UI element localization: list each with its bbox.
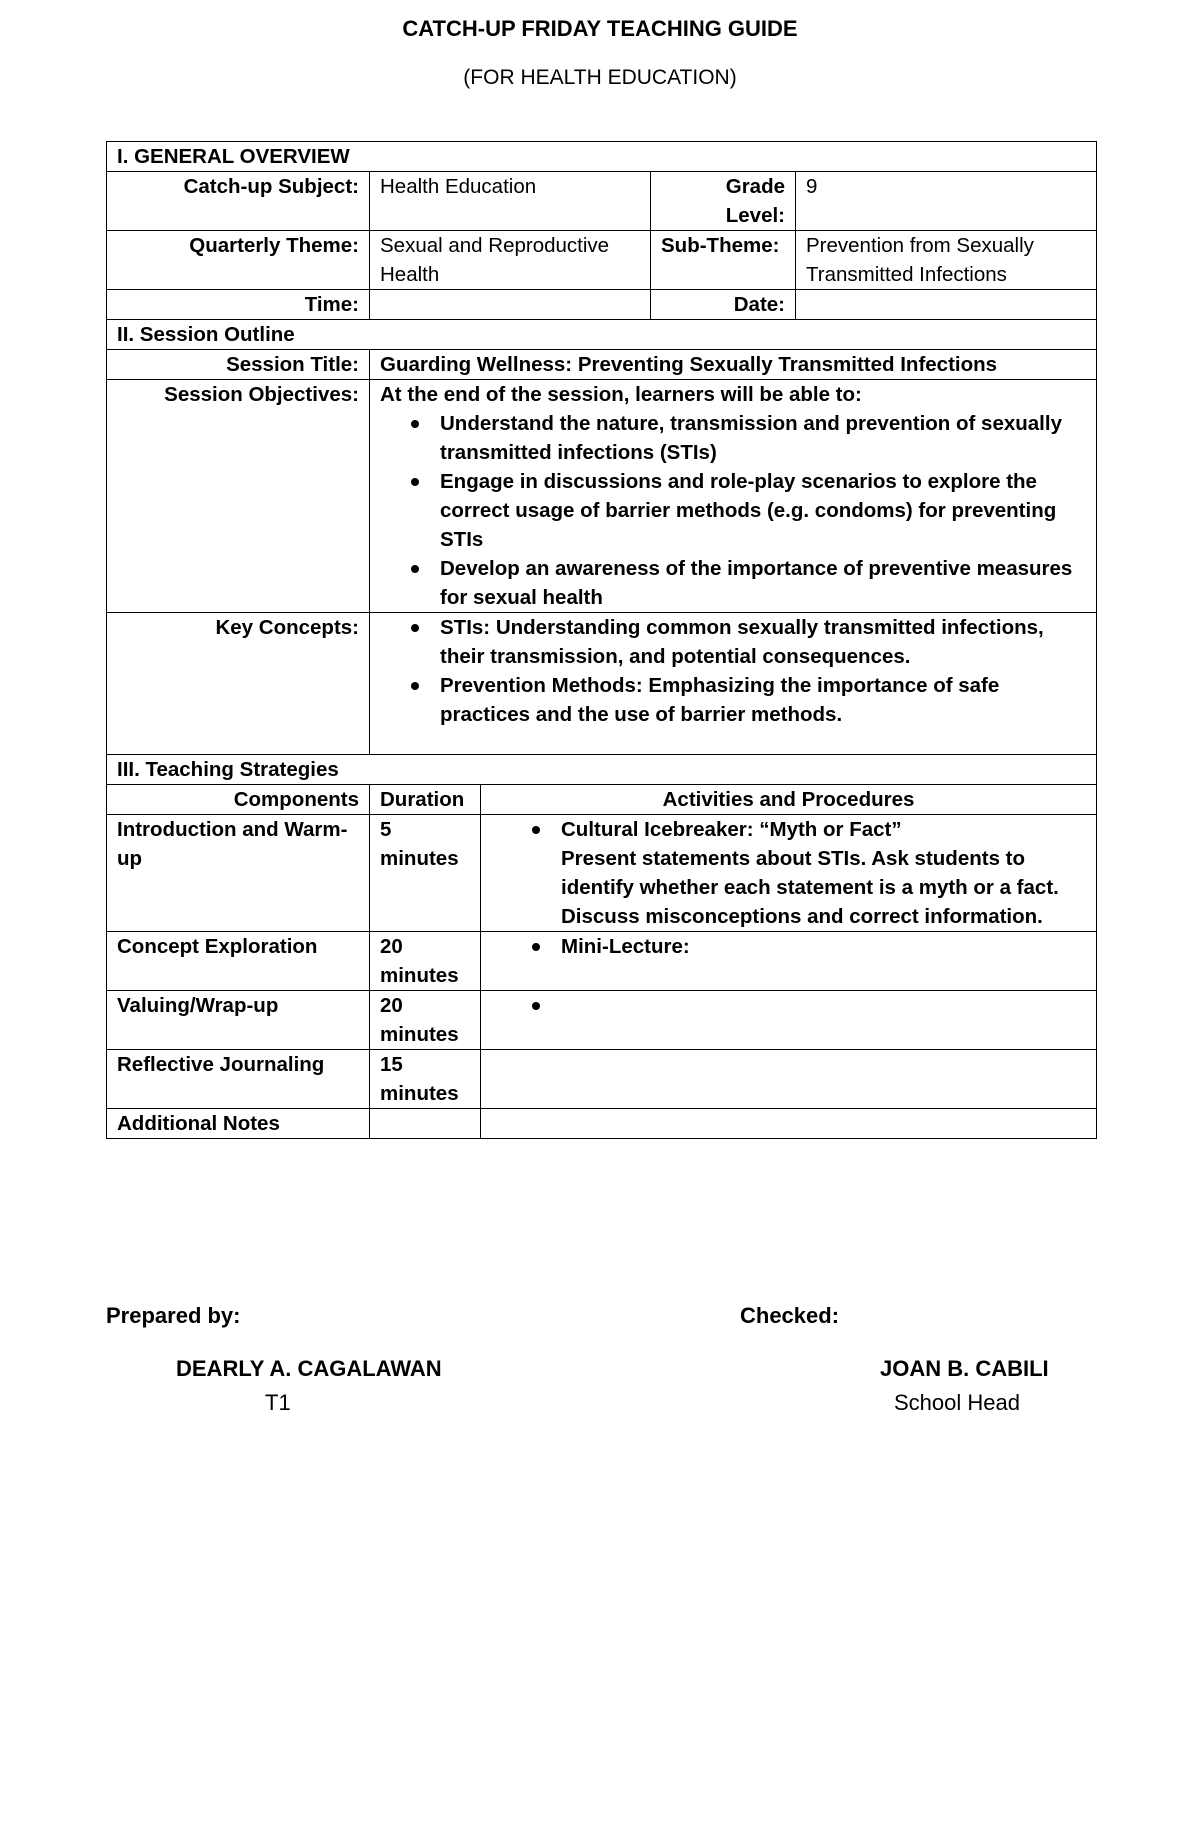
subtheme-label: Sub-Theme: bbox=[651, 231, 796, 290]
session-outline-heading: II. Session Outline bbox=[107, 320, 1097, 350]
checked-by-name: JOAN B. CABILI bbox=[880, 1356, 1049, 1381]
key-concepts-list bbox=[380, 613, 1086, 729]
duration-cell: 20 minutes bbox=[370, 991, 481, 1050]
subject-row bbox=[107, 172, 1097, 231]
objective-item: Understand the nature, transmission and prevention of sexually transmitted infections (STIs) bbox=[440, 409, 1086, 467]
session-outline-row bbox=[107, 320, 1097, 350]
objectives-list bbox=[380, 409, 1086, 612]
duration-cell: 20 minutes bbox=[370, 932, 481, 991]
strategies-header-row bbox=[107, 785, 1097, 815]
objectives-intro: At the end of the session, learners will be able to: bbox=[380, 383, 862, 406]
activity-cell bbox=[481, 991, 1097, 1050]
key-concepts-label: Key Concepts: bbox=[107, 613, 370, 755]
duration-header: Duration bbox=[370, 785, 481, 815]
time-date-row bbox=[107, 290, 1097, 320]
strategy-row-additional-notes bbox=[107, 1109, 1097, 1139]
prepared-by-title: T1 bbox=[265, 1390, 291, 1415]
duration-cell: 5 minutes bbox=[370, 815, 481, 932]
component-cell: Valuing/Wrap-up bbox=[107, 991, 370, 1050]
prepared-by-label: Prepared by: bbox=[106, 1303, 241, 1328]
activity-list bbox=[491, 815, 1086, 931]
session-title-value: Guarding Wellness: Preventing Sexually Transmitted Infections bbox=[370, 350, 1097, 380]
component-cell: Concept Exploration bbox=[107, 932, 370, 991]
time-label: Time: bbox=[107, 290, 370, 320]
teaching-guide-table bbox=[106, 141, 1097, 1139]
theme-label: Quarterly Theme: bbox=[107, 231, 370, 290]
activity-title: Cultural Icebreaker: “Myth or Fact” bbox=[561, 818, 902, 841]
activities-header: Activities and Procedures bbox=[481, 785, 1097, 815]
general-overview-heading: I. GENERAL OVERVIEW bbox=[107, 142, 1097, 172]
subtheme-value: Prevention from Sexually Transmitted Infections bbox=[796, 231, 1097, 290]
objectives-row bbox=[107, 380, 1097, 613]
component-cell: Introduction and Warm-up bbox=[107, 815, 370, 932]
session-title-label: Session Title: bbox=[107, 350, 370, 380]
activity-cell bbox=[481, 932, 1097, 991]
objectives-cell bbox=[370, 380, 1097, 613]
subject-value: Health Education bbox=[370, 172, 651, 231]
activity-cell bbox=[481, 815, 1097, 932]
component-cell: Additional Notes bbox=[107, 1109, 370, 1139]
components-header: Components bbox=[107, 785, 370, 815]
theme-value: Sexual and Reproductive Health bbox=[370, 231, 651, 290]
document-subtitle: (FOR HEALTH EDUCATION) bbox=[463, 66, 737, 89]
activity-item bbox=[561, 815, 1086, 931]
key-concept-item: Prevention Methods: Emphasizing the importance of safe practices and the use of barrier methods. bbox=[440, 671, 1086, 729]
objective-item: Engage in discussions and role-play scenarios to explore the correct usage of barrier methods (e.g. condoms) for preventing STIs bbox=[440, 467, 1086, 554]
duration-cell: 15 minutes bbox=[370, 1050, 481, 1109]
strategy-row-introduction bbox=[107, 815, 1097, 932]
component-cell: Reflective Journaling bbox=[107, 1050, 370, 1109]
grade-value: 9 bbox=[796, 172, 1097, 231]
key-concept-item: STIs: Understanding common sexually transmitted infections, their transmission, and potential consequences. bbox=[440, 613, 1086, 671]
objectives-label: Session Objectives: bbox=[107, 380, 370, 613]
subject-label: Catch-up Subject: bbox=[107, 172, 370, 231]
key-concepts-row bbox=[107, 613, 1097, 755]
general-overview-row bbox=[107, 142, 1097, 172]
prepared-by-name: DEARLY A. CAGALAWAN bbox=[176, 1356, 442, 1381]
session-title-row bbox=[107, 350, 1097, 380]
teaching-strategies-heading: III. Teaching Strategies bbox=[107, 755, 1097, 785]
teaching-strategies-row bbox=[107, 755, 1097, 785]
date-value bbox=[796, 290, 1097, 320]
time-value bbox=[370, 290, 651, 320]
grade-label: Grade Level: bbox=[651, 172, 796, 231]
date-label: Date: bbox=[651, 290, 796, 320]
activity-text: Present statements about STIs. Ask students to identify whether each statement is a myth or a fact. Discuss misconceptions and correct information. bbox=[561, 847, 1059, 928]
theme-row bbox=[107, 231, 1097, 290]
activity-cell bbox=[481, 1050, 1097, 1109]
activity-item-empty bbox=[561, 991, 1086, 1020]
activity-item: Mini-Lecture: bbox=[561, 932, 1086, 961]
strategy-row-valuing bbox=[107, 991, 1097, 1050]
checked-by-title: School Head bbox=[894, 1390, 1020, 1415]
document-title: CATCH-UP FRIDAY TEACHING GUIDE bbox=[402, 16, 798, 41]
activity-list bbox=[491, 932, 1086, 961]
checked-by-label: Checked: bbox=[740, 1303, 840, 1328]
activity-list bbox=[491, 991, 1086, 1020]
strategy-row-reflective-journaling bbox=[107, 1050, 1097, 1109]
key-concepts-cell bbox=[370, 613, 1097, 755]
duration-cell bbox=[370, 1109, 481, 1139]
activity-cell bbox=[481, 1109, 1097, 1139]
strategy-row-concept-exploration bbox=[107, 932, 1097, 991]
objective-item: Develop an awareness of the importance of preventive measures for sexual health bbox=[440, 554, 1086, 612]
